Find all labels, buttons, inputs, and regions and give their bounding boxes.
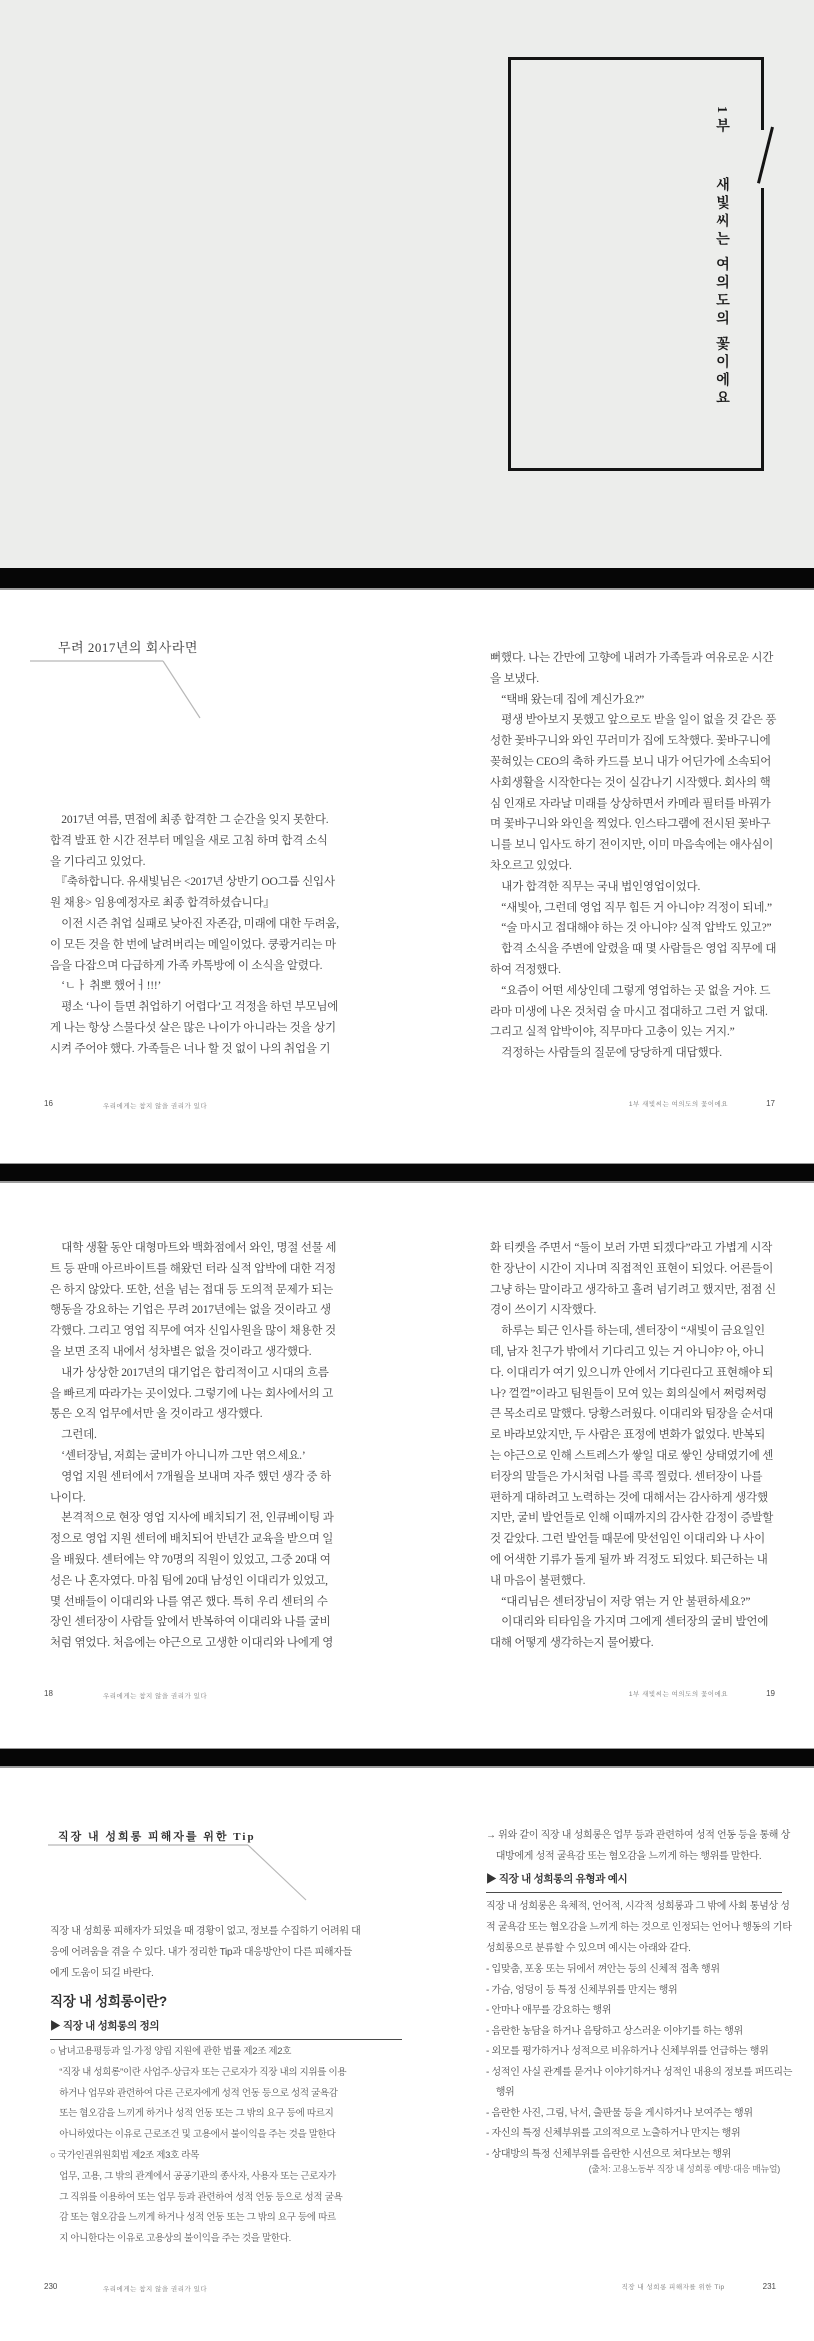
text-line: 로 바라보았지만, 두 사람은 표정에 변화가 없었다. 반복되 [490, 1429, 765, 1442]
text-line: - 입맞춤, 포옹 또는 뒤에서 껴안는 등의 신체적 접촉 행위 [486, 1964, 720, 1975]
text-line: 이 모든 것을 한 번에 날려버리는 메일이었다. 쿵쾅거리는 마 [50, 938, 336, 951]
text-line: 본격적으로 현장 영업 지사에 배치되기 전, 인큐베이팅 과 [50, 1512, 334, 1525]
text-line: 내 마음이 불편했다. [490, 1574, 586, 1587]
page-body-text [50, 810, 339, 1060]
text-line: 또는 혐오감을 느끼게 하거나 성적 언동 또는 그 밖의 요구 등에 따르지 [50, 2108, 334, 2120]
text-line: 지만, 굴비 발언들로 인해 이때까지의 감사한 감정이 증발할 [490, 1512, 774, 1525]
page-body-text [490, 648, 776, 1064]
running-title: 우리에게는 참지 않을 권리가 있다 [103, 1103, 208, 1110]
text-line: 화 티켓을 주면서 “둘이 보러 가면 되겠다”라고 가볍게 시작 [490, 1242, 773, 1254]
text-line: 성희롱으로 분류할 수 있으며 예시는 아래와 같다. [486, 1943, 691, 1954]
section-title: 직장 내 성희롱이란? [50, 1994, 167, 2009]
part-title-vertical-text [711, 106, 731, 408]
page-footer [490, 1689, 775, 1698]
text-line: 이전 시즌 취업 실패로 낮아진 자존감, 미래에 대한 두려움, [50, 917, 339, 930]
text-line: - 외모를 평가하거나 성적으로 비유하거나 신체부위를 언급하는 행위 [486, 2046, 769, 2057]
text-line: 성한 꽃바구니와 와인 꾸러미가 집에 도착했다. 꽃바구니에 [490, 735, 771, 748]
text-line: 것 같았다. 그런 발언들 때문에 맞선임인 이대리와 나 사이 [490, 1533, 765, 1546]
text-line: - 가슴, 엉덩이 등 특정 신체부위를 만지는 행위 [486, 1984, 678, 1996]
text-line: - 음란한 농담을 하거나 음탕하고 상스러운 이야기를 하는 행위 [486, 2025, 743, 2037]
text-line: 내가 합격한 직무는 국내 법인영업이었다. [490, 880, 701, 893]
book-spread-tip [0, 1768, 814, 2341]
text-line: 니를 보니 입사도 하기 전이지만, 이미 마음속에는 애사심이 [490, 839, 774, 852]
page-number: 17 [766, 1099, 775, 1108]
source-citation: (출처: 고용노동부 직장 내 성희롱 예방·대응 매뉴얼) [588, 2164, 780, 2174]
text-line: “술 마시고 접대해야 하는 것 아니야? 실적 압박도 있고?” [490, 922, 772, 935]
divider-bar [0, 1748, 814, 1768]
page-number: 230 [44, 2282, 58, 2291]
text-line: 그런데. [50, 1429, 97, 1442]
text-line: 직장 내 성희롱은 육체적, 언어적, 시각적 성희롱과 그 밖에 사회 통념상 성 [486, 1901, 790, 1912]
text-line: ‘ㄴㅏ 취뽀 했어ㅓ!!!’ [50, 980, 162, 993]
text-line: 나? 껄껄”이라고 팀원들이 모여 있는 회의실에서 쩌렁쩌렁 [490, 1387, 767, 1400]
text-line: 정으로 영업 지원 센터에 배치되어 반년간 교육을 받으며 일 [50, 1533, 334, 1546]
page-body-text [50, 1238, 336, 1654]
text-line: 적 굴욕감 또는 혐오감을 느끼게 하는 것으로 인정되는 언어나 행동의 기타 [486, 1922, 792, 1933]
running-title: 직장 내 성희롱 피해자를 위한 Tip [621, 2284, 725, 2291]
text-line: ○ 국가인권위원회법 제2조 제3호 라목 [50, 2149, 200, 2161]
text-line: 차오르고 있었다. [490, 859, 572, 872]
text-line: 원 채용> 임용예정자로 최종 합격하셨습니다』 [50, 897, 275, 910]
frame-slash-decoration [757, 127, 774, 184]
text-line: 트 등 판매 아르바이트를 해왔던 터라 실적 압박에 대한 걱정 [50, 1262, 336, 1275]
heading-rule [48, 1844, 318, 1906]
text-line: 영업 지원 센터에서 7개월을 보내며 자주 했던 생각 중 하 [50, 1470, 331, 1483]
text-line: 아니하였다는 이유로 근로조건 및 고용에서 불이익을 주는 것을 말한다 [50, 2129, 336, 2141]
text-line: 평소 ‘나이 들면 취업하기 어렵다’고 걱정을 하던 부모님에 [50, 1001, 339, 1014]
text-line: 심 인재로 자라날 미래를 상상하면서 카메라 필터를 바꿔가 [490, 797, 771, 810]
text-line: → 위와 같이 직장 내 성희롱은 업무 등과 관련하여 성적 언동 등을 통해 상 [486, 1830, 790, 1841]
text-line: 장인 센터장이 사람들 앞에서 반복하여 이대리와 나를 굴비 [50, 1616, 331, 1629]
part-title-frame [508, 57, 764, 471]
text-line: 성은 나 혼자였다. 마침 팀에 20대 남성인 이대리가 있었고, [50, 1574, 328, 1587]
text-line: “새빛아, 그런데 영업 직무 힘든 거 아니야? 걱정이 되네.” [490, 901, 772, 914]
text-line: 데, 남자 친구가 밖에서 기다리고 있는 거 아니야? 아, 아니 [490, 1345, 765, 1358]
text-line: “택배 왔는데 집에 계신가요?” [490, 693, 645, 706]
text-line: 다. 이대리가 여기 있으니까 안에서 기다린다고 표현해야 되 [490, 1366, 774, 1379]
text-line: 통은 오직 업무에서만 올 것이라고 생각했다. [50, 1408, 263, 1421]
part-title: 새빛씨는 여의도의 꽃이에요 [714, 177, 729, 408]
text-line: 하거나 업무와 관련하여 다른 근로자에게 성적 언동 등으로 성적 굴욕감 [50, 2087, 338, 2099]
text-line: 며 꽃바구니와 와인을 찍었다. 인스타그램에 전시된 꽃바구 [490, 818, 771, 831]
text-line: “대리님은 센터장님이 저랑 엮는 거 안 불편하세요?” [490, 1595, 751, 1608]
text-line: 직장 내 성희롱 피해자가 되었을 때 경황이 없고, 정보를 수집하기 어려워 대 [50, 1926, 361, 1937]
text-line: 이대리와 티타임을 가지며 그에게 센터장의 굴비 발언에 [490, 1616, 769, 1629]
page-number: 231 [762, 2282, 776, 2291]
text-line: 편하게 대하려고 노력하는 것에 대해서는 감사하게 생각했 [490, 1491, 768, 1504]
text-line: 평생 받아보지 못했고 앞으로도 받을 일이 없을 것 같은 풍 [490, 714, 777, 727]
text-line: 업무, 고용, 그 밖의 관계에서 공공기관의 종사자, 사용자 또는 근로자가 [50, 2170, 336, 2182]
types-subheading: ▶ 직장 내 성희롱의 유형과 예시 [486, 1871, 782, 1893]
text-line: 감 또는 혐오감을 느끼게 하거나 성적 언동 또는 그 밖의 요구 등에 따르 [50, 2212, 336, 2224]
text-line: - 자신의 특정 신체부위를 고의적으로 노출하거나 만지는 행위 [486, 2128, 741, 2139]
text-line: 큰 목소리로 말했다. 당황스러웠다. 이대리와 팀장을 순서대 [490, 1408, 774, 1421]
text-line: 한 장난이 시간이 지나며 직접적인 표현이 되었다. 어른들이 [490, 1262, 774, 1275]
text-line: 그리고 실적 압박이야, 직무마다 고충이 있는 거지.” [490, 1026, 735, 1039]
tip-summary-text [486, 1825, 790, 1867]
text-line: 에게 도움이 되길 바란다. [50, 1968, 154, 1979]
chapter-heading: 무려 2017년의 회사라면 [58, 640, 198, 655]
text-line: “요즘이 어떤 세상인데 그렇게 영업하는 곳 없을 거야. 드 [490, 984, 771, 997]
page-number: 19 [766, 1689, 775, 1698]
divider-bar [0, 568, 814, 590]
page-footer [490, 1099, 775, 1108]
text-line: 음을 다잡으며 다급하게 가족 카톡방에 이 소식을 알렸다. [50, 959, 323, 972]
tip-types-paragraph [486, 1896, 792, 1959]
text-line: 터장의 말들은 가시처럼 나를 콕콕 찔렀다. 센터장이 나를 [490, 1470, 763, 1483]
text-line: 걱정하는 사람들의 질문에 당당하게 대답했다. [490, 1047, 722, 1060]
book-spread-1 [0, 590, 814, 1163]
page-number: 18 [44, 1689, 53, 1698]
tip-examples-list [486, 1960, 792, 2165]
divider-bar [0, 1163, 814, 1183]
text-line: 나이다. [50, 1491, 86, 1504]
text-line: 을 배웠다. 센터에는 약 70명의 직원이 있었고, 그중 20대 여 [50, 1553, 331, 1566]
text-line: 행동을 강요하는 기업은 무려 2017년에는 없을 것이라고 생 [50, 1304, 331, 1317]
text-line: 지 아니한다는 이유로 고용상의 불이익을 주는 것을 말한다. [50, 2233, 291, 2245]
part-number: 1부 [714, 106, 729, 137]
text-line: 그냥 하는 말이라고 생각하고 흘려 넘기려고 했지만, 점점 신 [490, 1283, 776, 1296]
text-line: 을 빠르게 따라가는 곳이었다. 그렇기에 나는 회사에서의 고 [50, 1387, 334, 1400]
running-title: 1부 새빛씨는 여의도의 꽃이에요 [628, 1101, 729, 1108]
text-line: 경이 쓰이기 시작했다. [490, 1304, 597, 1317]
text-line: 응에 어려움을 겪을 수 있다. 내가 정리한 Tip과 대응방안이 다른 피해자들 [50, 1947, 352, 1958]
text-line: 뻐했다. 나는 간만에 고향에 내려가 가족들과 여유로운 시간 [490, 652, 774, 664]
text-line: 을 보냈다. [490, 672, 539, 685]
text-line: 대학 생활 동안 대형마트와 백화점에서 와인, 명절 선물 세 [50, 1242, 337, 1254]
text-line: 시켜 주어야 했다. 가족들은 너나 할 것 없이 나의 취업을 기 [50, 1042, 331, 1055]
text-line: 하루는 퇴근 인사를 하는데, 센터장이 “새빛이 금요일인 [490, 1325, 765, 1338]
book-spread-2 [0, 1183, 814, 1748]
law-definition-text [50, 2042, 346, 2250]
page-number: 16 [44, 1099, 53, 1108]
text-line: 는 야근으로 인해 스트레스가 쌓일 대로 쌓인 상태였기에 센 [490, 1449, 774, 1462]
text-line: ‘센터장님, 저희는 굴비가 아니니까 그만 엮으세요.’ [50, 1449, 306, 1462]
definition-subheading: ▶ 직장 내 성희롱의 정의 [50, 2018, 402, 2040]
page-body-text [490, 1238, 776, 1654]
tip-intro-text [50, 1921, 361, 1984]
text-line: “직장 내 성희롱”이란 사업주·상급자 또는 근로자가 직장 내의 지위를 이용 [50, 2066, 347, 2078]
text-line: 각했다. 그리고 영업 직무에 여자 신입사원을 많이 채용한 것 [50, 1325, 336, 1338]
text-line: 『축하합니다. 유새빛님은 <2017년 상반기 OO그룹 신입사 [50, 876, 335, 889]
text-line: 처럼 엮었다. 처음에는 야근으로 고생한 이대리와 나에게 영 [50, 1637, 334, 1650]
text-line: 을 기다리고 있었다. [50, 855, 146, 868]
tip-heading: 직장 내 성희롱 피해자를 위한 Tip [58, 1831, 256, 1843]
text-line: 대방에게 성적 굴욕감 또는 혐오감을 느끼게 하는 행위를 말한다. [486, 1851, 762, 1862]
text-line: - 상대방의 특정 신체부위를 음란한 시선으로 쳐다보는 행위 [486, 2148, 732, 2160]
text-line: 에 어색한 기류가 돌게 될까 봐 걱정도 되었다. 퇴근하는 내 [490, 1553, 768, 1566]
text-line: ○ 남녀고용평등과 일·가정 양립 지원에 관한 법률 제2조 제2호 [50, 2046, 292, 2057]
text-line: 꽂혀있는 CEO의 축하 카드를 보니 내가 어딘가에 소속되어 [490, 755, 772, 768]
page-footer [486, 2282, 776, 2291]
text-line: - 안마나 애무를 강요하는 행위 [486, 2005, 612, 2016]
part-title-section [0, 0, 814, 568]
text-line: 합격 소식을 주변에 알렸을 때 몇 사람들은 영업 직무에 대 [490, 943, 777, 956]
heading-rule [30, 660, 210, 724]
text-line: 라마 미생에 나온 것처럼 술 마시고 접대하고 그런 거 없대. [490, 1005, 768, 1018]
text-line: 사회생활을 시작한다는 것이 실감나기 시작했다. 회사의 핵 [490, 776, 771, 789]
running-title: 우리에게는 참지 않을 권리가 있다 [103, 2286, 208, 2293]
text-line: 행위 [486, 2087, 515, 2098]
running-title: 우리에게는 참지 않을 권리가 있다 [103, 1693, 208, 1700]
text-line: 그 직위를 이용하여 또는 업무 등과 관련하여 성적 언동 등으로 성적 굴욕 [50, 2191, 343, 2203]
running-title: 1부 새빛씨는 여의도의 꽃이에요 [628, 1691, 729, 1698]
text-line: 내가 상상한 2017년의 대기업은 합리적이고 시대의 흐름 [50, 1366, 329, 1379]
text-line: 몇 선배들이 이대리와 나를 엮곤 했다. 특히 우리 센터의 수 [50, 1595, 328, 1608]
text-line: 게 나는 항상 스물다섯 살은 많은 나이가 아니라는 것을 상기 [50, 1021, 336, 1034]
text-line: 2017년 여름, 면접에 최종 합격한 그 순간을 잊지 못한다. [50, 814, 329, 826]
text-line: 합격 발표 한 시간 전부터 메일을 새로 고침 하며 합격 소식 [50, 834, 328, 847]
text-line: 은 하지 않았다. 또한, 선을 넘는 접대 등 도의적 문제가 되는 [50, 1283, 334, 1296]
text-line: 하여 걱정했다. [490, 963, 561, 976]
text-line: 을 보면 조직 내에서 성차별은 없을 것이라고 생각했다. [50, 1345, 312, 1358]
text-line: 대해 어떻게 생각하는지 물어봤다. [490, 1637, 654, 1650]
text-line: - 성적인 사실 관계를 묻거나 이야기하거나 성적인 내용의 정보를 퍼뜨리는 [486, 2066, 793, 2078]
text-line: - 음란한 사진, 그림, 낙서, 출판물 등을 게시하거나 보여주는 행위 [486, 2107, 753, 2119]
